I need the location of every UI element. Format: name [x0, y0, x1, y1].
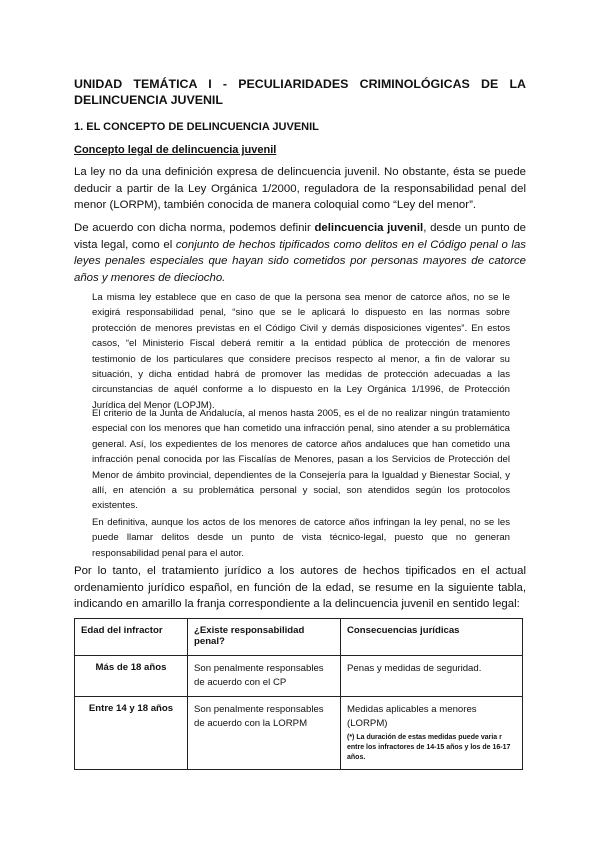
paragraph-2-mid: , desde un punto de vista legal, como el	[74, 222, 526, 251]
table-cell-age: Más de 18 años	[75, 656, 188, 697]
table-header-row	[75, 619, 523, 656]
quote-3: En definitiva, aunque los actos de los menores de catorce años infringan la ley penal, no se les puede llamar delitos desde un punto de vista técnico-legal, puesto que no generan responsabilidad penal para el autor.	[92, 517, 510, 559]
table-header: Consecuencias jurídicas	[341, 619, 523, 656]
table-cell-responsibility: Son penalmente responsables de acuerdo con el CP	[188, 656, 341, 697]
consequences-note: (*) La duración de estas medidas puede varia r entre los infractores de 14-15 años y los de 16-17 años.	[347, 734, 511, 761]
consequences-text: Medidas aplicables a menores (LORPM)	[347, 704, 477, 729]
paragraph-2-definition: conjunto de hechos tipificados como delitos en el Código penal o las leyes penales especiales que hayan sido cometidos por personas mayores de catorce años y menores de dieciocho.	[74, 238, 526, 284]
age-responsibility-table	[74, 618, 523, 770]
section-heading: 1. EL CONCEPTO DE DELINCUENCIA JUVENIL	[74, 121, 319, 133]
page-title: UNIDAD TEMÁTICA I - PECULIARIDADES CRIMINOLÓGICAS DE LA DELINCUENCIA JUVENIL	[74, 77, 526, 107]
table-header: ¿Existe responsabilidad penal?	[188, 619, 341, 656]
paragraph-3: Por lo tanto, el tratamiento jurídico a los autores de hechos tipificados en el actual ordenamiento jurídico español, en función de la edad, se resume en la siguiente tabla, indicando en amarillo la franja correspondiente a la delincuencia juvenil en sentido legal:	[74, 565, 526, 610]
table-cell-age: Entre 14 y 18 años	[75, 697, 188, 770]
subheading: Concepto legal de delincuencia juvenil	[74, 144, 277, 156]
table-cell-consequences	[341, 697, 523, 770]
table-row	[75, 697, 523, 770]
quote-2: El criterio de la Junta de Andalucía, al menos hasta 2005, es el de no realizar ningún tratamiento especial con los menores que han cometido una infracción penal, sino atender a su problemática general. Así, los expedientes de los menores de catorce años andaluces que han cometido una infracción penal conocida por las Fiscalías de Menores, pasan a los Servicios de Protección del Menor de ámbito provincial, dependientes de la Consejería para la Igualdad y Bienestar Social, y allí, en atención a su problemática personal y social, son atendidos según los protocolos existentes.	[92, 408, 510, 512]
quote-1: La misma ley establece que en caso de que la persona sea menor de catorce años, no se le exigirá responsabilidad penal, “sino que se le aplicará lo dispuesto en las normas sobre protección de menores previstas en el Código Civil y demás disposiciones vigentes”. En estos casos, “el Ministerio Fiscal deberá remitir a la entidad pública de protección de menores testimonio de los particulares que considere precisos respecto al menor, a fin de valorar su situación, y dicha entidad habrá de promover las medidas de protección adecuadas a las circunstancias de aquél conforme a lo dispuesto en la Ley Orgánica 1/1996, de Protección Jurídica del Menor (LOPJM).	[92, 292, 510, 411]
paragraph-1: La ley no da una definición expresa de delincuencia juvenil. No obstante, ésta se puede deducir a partir de la Ley Orgánica 1/2000, reguladora de la responsabilidad penal del menor (LORPM), también conocida de manera coloquial como “Ley del menor”.	[74, 166, 526, 211]
table-cell-consequences: Penas y medidas de seguridad.	[341, 656, 523, 697]
table-cell-responsibility: Son penalmente responsables de acuerdo con la LORPM	[188, 697, 341, 770]
paragraph-2	[74, 220, 526, 286]
table-header: Edad del infractor	[75, 619, 188, 656]
table-row	[75, 656, 523, 697]
paragraph-2-start: De acuerdo con dicha norma, podemos definir	[74, 222, 315, 234]
paragraph-2-term: delincuencia juvenil	[314, 222, 424, 234]
